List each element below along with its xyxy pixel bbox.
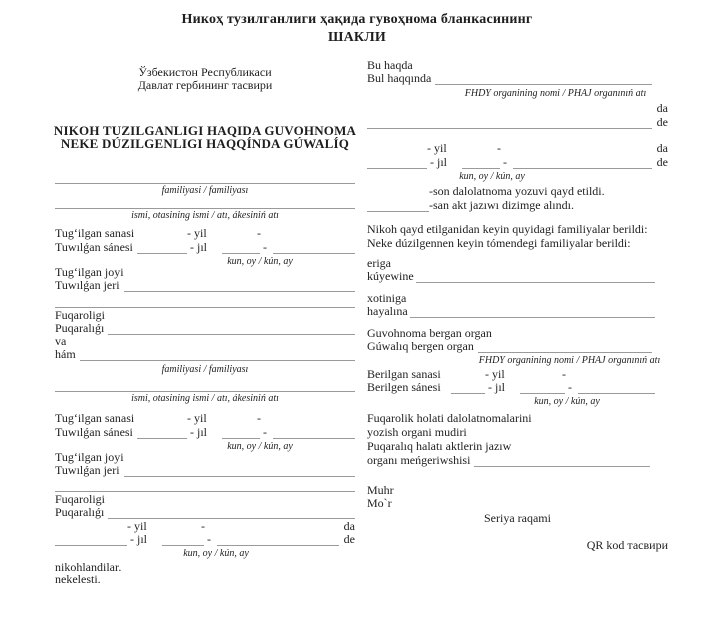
yil-label: - yil — [427, 141, 447, 155]
act-number-blank — [367, 201, 429, 212]
surname-caption-2: familiyasi / familiyası — [161, 364, 249, 375]
yil-label: - yil — [127, 519, 147, 533]
registration-date-row-uz — [367, 142, 668, 155]
citizenship-row-kk-2 — [55, 506, 355, 519]
seal-label-uz: Muhr — [367, 483, 394, 497]
page-title-line2: ШАКЛИ — [328, 30, 386, 45]
left-column — [55, 0, 355, 625]
dash-label: - — [257, 226, 261, 240]
spacer — [652, 84, 668, 85]
birth-place-blank — [124, 281, 355, 292]
registry-office-blank — [435, 74, 652, 85]
dash-label: - — [257, 411, 261, 425]
surname-caption-1: familiyasi / familiyası — [161, 185, 249, 196]
birth-place-label-kk: Tuwılǵan jeri — [55, 463, 120, 477]
day-month-caption-3: kun, oy / kún, ay — [183, 548, 249, 559]
married-label-kk: nekelesti. — [55, 572, 101, 586]
about-row-kk — [367, 72, 668, 85]
spacer — [219, 239, 257, 240]
registrar-row-kk2 — [367, 454, 668, 467]
issue-date-row-kk — [367, 381, 668, 394]
month-blank — [462, 158, 500, 169]
spacer — [219, 424, 257, 425]
dash-label: - — [503, 155, 507, 169]
heading-text-uz: NIKOH TUZILGANLIGI HAQIDA GUVOHNOMA — [53, 123, 357, 138]
serial-number-row — [367, 512, 668, 525]
registered-da-row — [367, 102, 668, 115]
issuing-organ-caption: FHDY organining nomi / PHAJ organınıń atı — [478, 355, 661, 366]
act-record-row-kk — [367, 199, 668, 212]
yil-label: - yil — [187, 226, 207, 240]
de-label: de — [656, 155, 668, 169]
name-caption-2: ismi, otasining ismi / atı, ákesiniń atı — [131, 393, 279, 404]
act-record-label-kk: -san akt jazıwı dizimge alındı. — [429, 198, 574, 212]
wife-row-uz — [367, 292, 668, 305]
dash-label: - — [263, 425, 267, 439]
spacer — [367, 154, 427, 155]
citizenship-label-kk: Puqaralıǵı — [55, 321, 105, 335]
citizenship-blank — [108, 508, 355, 519]
spacer — [655, 393, 668, 394]
month-blank — [222, 243, 260, 254]
husband-label-uz: eriga — [367, 256, 391, 270]
page-title-line1: Никоҳ тузилганлиги ҳақида гувоҳнома бланкасининг — [181, 12, 533, 27]
registrar-row-uz2 — [367, 426, 668, 439]
and-row-kk — [55, 348, 355, 361]
spacer — [137, 239, 187, 240]
jil-label: - jıl — [190, 240, 207, 254]
issue-date-label-uz: Berilgan sanasi — [367, 367, 441, 381]
birth-date-label-kk: Tuwılǵan sánesi — [55, 425, 133, 439]
registrar-label-uz2: yozish organi mudiri — [367, 425, 467, 439]
birth-date-label-kk: Tuwılǵan sánesi — [55, 240, 133, 254]
spacer — [507, 154, 652, 155]
certificate-heading-kk — [55, 137, 355, 151]
day-month-caption-r1: kun, oy / kún, ay — [459, 171, 525, 182]
da-label: da — [656, 141, 668, 155]
dash-label: - — [497, 141, 501, 155]
jil-label: - jıl — [190, 425, 207, 439]
birth-date-row-uz-2 — [55, 412, 355, 425]
surnames-given-label-uz: Nikoh qayd etilganidan keyin quyidagi familiyalar berildi: — [367, 222, 648, 236]
dash-label: - — [207, 532, 211, 546]
registrar-row-uz1 — [367, 412, 668, 425]
name-blank-line-2 — [55, 391, 355, 392]
qr-code-row — [367, 539, 668, 552]
issuing-organ-label-uz: Guvohnoma bergan organ — [367, 326, 492, 340]
registry-office-caption: FHDY organining nomi / PHAJ organınıń atı — [464, 88, 647, 99]
birth-date-row-kk-1 — [55, 241, 355, 254]
name-blank-line-1 — [55, 208, 355, 209]
da-label: da — [343, 519, 355, 533]
birth-place-label-uz: Tugʻilgan joyi — [55, 450, 124, 464]
birth-place-row-kk-1 — [55, 279, 355, 292]
and-label-kk: hám — [55, 347, 76, 361]
birth-date-label-uz: Tugʻilgan sanasi — [55, 226, 135, 240]
birth-place-label-kk: Tuwılǵan jeri — [55, 278, 120, 292]
registrar-signature-blank — [474, 456, 650, 467]
registrar-label-uz1: Fuqarolik holati dalolatnomalarini — [367, 411, 532, 425]
married-row-kk — [55, 573, 355, 586]
de-label: de — [343, 532, 355, 546]
day-blank — [137, 243, 187, 254]
day-blank — [451, 383, 485, 394]
name-caption-1: ismi, otasining ismi / atı, ákesiniń atı — [131, 210, 279, 221]
act-record-label-uz: -son dalolatnoma yozuvi qayd etildi. — [429, 184, 605, 198]
year-blank — [217, 535, 339, 546]
registration-date-row-kk — [367, 156, 668, 169]
spacer — [652, 352, 668, 353]
about-label-uz: Bu haqda — [367, 58, 413, 72]
heading-text-kk: NEKE DÚZILGENLIGI HAQQÍNDA GÚWALÍQ — [60, 136, 350, 151]
registrar-label-kk2: organı meńgeriwshisi — [367, 453, 471, 467]
birth-date-label-uz: Tugʻilgan sanasi — [55, 411, 135, 425]
registry-place-blank — [367, 118, 652, 129]
seal-row-kk — [367, 497, 668, 510]
and-label-uz: va — [55, 334, 67, 348]
and-row-uz — [55, 335, 355, 348]
jil-label: - jıl — [130, 532, 147, 546]
citizenship-label-uz: Fuqaroligi — [55, 492, 105, 506]
surname-blank-line-1 — [55, 183, 355, 184]
issuing-organ-blank — [478, 342, 652, 353]
serial-number-label: Seriya raqami — [484, 511, 551, 525]
year-blank — [513, 158, 652, 169]
citizenship-blank — [108, 324, 355, 335]
issuing-organ-label-kk: Gúwalıq bergen organ — [367, 339, 474, 353]
seal-row-uz — [367, 484, 668, 497]
jil-label: - jıl — [430, 155, 447, 169]
date-tail-blank — [273, 428, 355, 439]
birth-date-row-kk-2 — [55, 426, 355, 439]
dash-label: - — [568, 380, 572, 394]
emblem-text-kk: Давлат гербининг тасвири — [137, 78, 273, 92]
registrar-row-kk1 — [367, 440, 668, 453]
day-blank — [137, 428, 187, 439]
surnames-given-row-uz — [367, 223, 668, 236]
marriage-date-row-kk — [55, 533, 355, 546]
day-month-caption-1: kun, oy / kún, ay — [227, 256, 293, 267]
husband-row-kk — [367, 270, 668, 283]
issue-date-label-kk: Berilgen sánesi — [367, 380, 441, 394]
month-blank — [222, 428, 260, 439]
right-column — [367, 0, 668, 625]
spacer — [650, 466, 668, 467]
dash-label: - — [263, 240, 267, 254]
husband-label-kk: kúyewine — [367, 269, 414, 283]
surnames-given-row-kk — [367, 237, 668, 250]
month-blank — [520, 383, 565, 394]
wife-surname-blank — [410, 307, 655, 318]
emblem-caption-line2 — [55, 79, 355, 92]
yil-label: - yil — [485, 367, 505, 381]
marriage-date-row-uz — [55, 520, 355, 533]
spacer — [459, 154, 497, 155]
surnames-given-label-kk: Neke dúzilgennen keyin tómendegi familiyalar berildi: — [367, 236, 631, 250]
wife-label-uz: xotiniga — [367, 291, 407, 305]
da-label: da — [656, 101, 668, 115]
surname-blank-2 — [80, 350, 355, 361]
birth-place-row-kk-2 — [55, 464, 355, 477]
year-blank — [578, 383, 655, 394]
issuing-organ-row-kk — [367, 340, 668, 353]
dash-label: - — [562, 367, 566, 381]
jil-label: - jıl — [488, 380, 505, 394]
seal-label-kk: Mo`r — [367, 496, 392, 510]
day-blank — [55, 535, 127, 546]
emblem-text-uz: Ўзбекистон Республикаси — [138, 65, 272, 79]
qr-code-label: QR kod тасвири — [586, 538, 668, 552]
day-month-caption-2: kun, oy / kún, ay — [227, 441, 293, 452]
spacer — [367, 197, 429, 198]
yil-label: - yil — [187, 411, 207, 425]
day-blank — [367, 158, 427, 169]
de-label: de — [656, 115, 668, 129]
spacer — [655, 282, 668, 283]
citizenship-row-kk-1 — [55, 322, 355, 335]
husband-surname-blank — [416, 272, 655, 283]
month-blank — [162, 535, 204, 546]
about-label-kk: Bul haqqında — [367, 71, 432, 85]
registrar-label-kk1: Puqaralıq halatı aktlerin jazıw — [367, 439, 512, 453]
wife-label-kk: hayalına — [367, 304, 408, 318]
wife-row-kk — [367, 305, 668, 318]
citizenship-label-uz: Fuqaroligi — [55, 308, 105, 322]
birth-place-blank — [124, 466, 355, 477]
spacer — [655, 317, 668, 318]
day-month-caption-r2: kun, oy / kún, ay — [534, 396, 600, 407]
birth-date-row-uz-1 — [55, 227, 355, 240]
registered-de-row — [367, 116, 668, 129]
date-tail-blank — [273, 243, 355, 254]
birth-place-label-uz: Tugʻilgan joyi — [55, 265, 124, 279]
spacer — [137, 424, 187, 425]
citizenship-label-kk: Puqaralıǵı — [55, 505, 105, 519]
act-record-row-uz — [367, 185, 668, 198]
dash-label: - — [201, 519, 205, 533]
married-label-uz: nikohlandilar. — [55, 560, 122, 574]
